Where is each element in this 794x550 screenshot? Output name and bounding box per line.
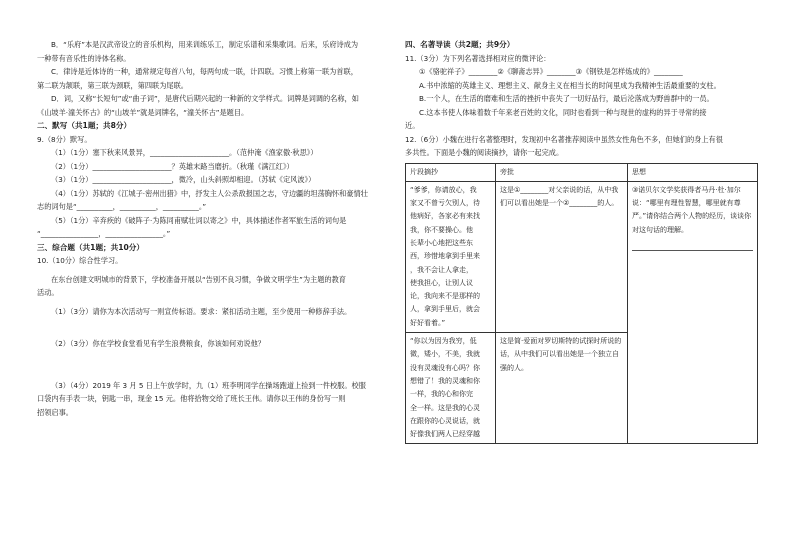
q9-stem: 9.（8分）默写。 [37, 134, 92, 144]
table-header-thought: 思想 [628, 163, 758, 181]
q10-item-3-cont2: 招领启事。 [37, 407, 73, 417]
table-header-comment: 旁批 [496, 163, 628, 181]
option-c-cont: 第二联为颔联，第三联为颈联，第四联为尾联。 [37, 80, 188, 90]
q10-item-3-cont1: 口袋内有手表一块，钥匙一串，现金 15 元。他将拾物交给了班长王伟。请你以王伟的身份写一则 [37, 394, 346, 403]
q10-item-1: （1）（3分）请你为本次活动写一则宣传标语。要求：紧扣活动主题，至少使用一种修辞手法。 [51, 306, 352, 316]
q9-item-5: （5）（1分）辛弃疾的《破阵子·为陈同甫赋壮词以寄之》中，具体描述作者军旅生活的词句是 [51, 215, 347, 225]
table-header-excerpt: 片段摘抄 [406, 163, 496, 181]
q11-option-c-cont: 近。 [405, 121, 420, 130]
answer-line[interactable] [632, 238, 753, 251]
q10-item-2: （2）（3分）你在学校食堂看见有学生浪费粮食，你该如何劝说他？ [51, 339, 265, 348]
q11-option-b: B.一个人，在生活的磨难和生活的挫折中丧失了一切好品行，最后沦落成为野兽群中的一员。 [419, 94, 714, 103]
q9-item-2: （2）（1分）______________________？英雄末路当磨折。（秋瑾《满江红》） [51, 161, 294, 171]
table-header-row [406, 163, 758, 181]
option-d: D．词，又称“长短句”或“曲子词”，是唐代后期兴起的一种新的文学样式。词牌是词调的名称，如 [51, 94, 359, 103]
section-4-title: 四、名著导读（共2题；共9分） [405, 40, 515, 49]
option-b: B．“乐府”本是汉武帝设立的音乐机构，用来训练乐工，制定乐谱和采集歌词。后来，乐府诗成为 [51, 40, 359, 49]
section-3-title: 三、综合题（共1题；共10分） [37, 242, 144, 252]
q9-item-4-cont: 志的词句是“__________，__________，__________。” [37, 202, 207, 211]
option-d-cont: 《山坡羊·潼关怀古》的“山坡羊”就是词牌名，“潼关怀古”是题目。 [37, 107, 249, 117]
q12-stem-cont: 多共性。下面是小魏的阅读摘抄，请你一起完成。 [405, 148, 564, 157]
table-row [406, 181, 758, 332]
right-column [405, 38, 761, 444]
q10-stem: 10.（10分）综合性学习。 [37, 256, 123, 265]
q9-item-5-cont: “________________，________________。” [37, 229, 171, 238]
q10-intro-cont: 活动。 [37, 288, 59, 297]
row2-excerpt: “你以为因为我穷，低 微，矮小，不美，我就 没有灵魂没有心吗？你 想错了！我的灵魂和你 一样，我的心和你完 全一样。这是我的心灵 在跟你的心灵说话，就 好像我们两人已经穿越 [406, 333, 496, 444]
q10-item-3: （3）（4分）2019 年 3 月 5 日上午放学时，九（1）班李明同学在操场跑道上捡到一件校服。校服 [51, 380, 366, 390]
q9-item-1: （1）（1分）塞下秋来风景异，______________________。（范仲淹《渔家傲·秋思》） [51, 148, 318, 157]
q9-item-3: （3）（1分）______________________，微冷，山头斜照却相迎。（苏轼《定风波》） [51, 175, 316, 184]
q12-stem: 12.（6分）小魏在进行名著整理时，发现初中名著推荐阅读中虽然女性角色不多，但她们的身上有很 [405, 134, 723, 144]
row2-comment: 这是简·爱面对罗切斯特的试探时所说的话，从中我们可以看出她是一个独立自强的人。 [496, 333, 628, 444]
q11-option-c: C.这本书使人体味着数千年来老百姓的文化，同时也看到一种与现世的虚构的异于寻常的接 [419, 107, 707, 117]
row1-excerpt: “爹爹，你请放心，我 家又不曾亏欠别人，待 他病好，各家必有来找 我，你不要操心。他 长辈小心地把这些东 西，珍惜地拿到手里来 ，我不会让人拿走， 使我担心，让别人议 论，我向来不是那样的 人，拿到手里后，就会 好好看着。” [406, 181, 496, 332]
q10-intro: 在东台创建文明城市的背景下，学校准备开展以“告别不良习惯，争做文明学生”为主题的教育 [51, 274, 346, 284]
reading-table [405, 163, 758, 445]
q11-stem: 11.（3分）为下列名著选择相对应的微评论： [405, 53, 551, 63]
left-column [37, 38, 387, 419]
q9-item-4: （4）（1分）苏轼的《江城子·密州出猎》中，抒发主人公杀敌报国之志，守边疆的坦荡胸怀和豪情壮 [51, 188, 368, 198]
thought-cell: ③诺贝尔文学奖获得者马丹·杜·加尔说：“哪里有理性智慧，哪里就有尊严。”请你结合两个人物的经历，谈谈你对这句话的理解。 [628, 181, 758, 444]
q11-option-a: A.书中浓缩的英雄主义、理想主义、献身主义在相当长的时间里成为我精神生活最重要的支柱。 [419, 80, 721, 90]
section-2-title: 二、默写（共1题；共8分） [37, 121, 132, 130]
q11-books: ①《骆驼祥子》________②《聊斋志异》________③《钢铁是怎样炼成的》________ [419, 67, 683, 76]
row1-comment: 这是①________对父亲说的话，从中我们可以看出她是一个②________的人。 [496, 181, 628, 332]
option-b-cont: 一种带有音乐性的诗体名称。 [37, 53, 131, 63]
option-c: C．律诗是近体诗的一种，通常规定每首八句，每两句成一联，计四联。习惯上称第一联为首联， [51, 67, 358, 76]
